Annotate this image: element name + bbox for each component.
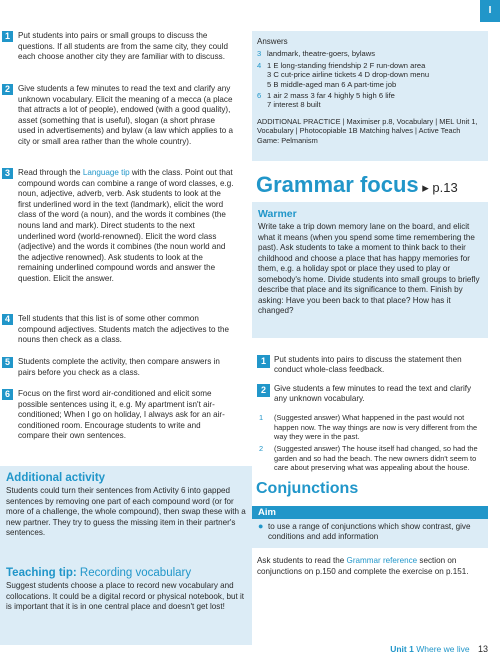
answer-text: 1 E long-standing friendship 2 F run-down area — [267, 60, 426, 70]
step-text: Put students into pairs or small groups to discuss the questions. If all students are from the same city, they could each choose another city they are familiar with to discuss. — [18, 31, 228, 62]
page-ref: ▸ p.13 — [418, 180, 458, 195]
answer-line: 7 interest 8 built — [267, 100, 321, 110]
suggested-number: 2 — [259, 444, 264, 453]
warmer-title: Warmer — [258, 208, 297, 220]
answers-title: Answers — [257, 37, 288, 46]
step-number: 2 — [2, 84, 13, 95]
final-instruction — [257, 556, 487, 577]
additional-activity-box — [0, 466, 252, 568]
conjunctions-heading: Conjunctions — [256, 480, 359, 497]
answer-line — [257, 91, 483, 100]
step-text — [18, 168, 234, 285]
box-title — [6, 567, 246, 579]
step-text-end: with the class. Point out that compound words can combine a range of word classes, e.g. noun, adjective, adverb, verb. Ask students to look at the first underlined word in the text (landmark), elicit the word class of the word (a noun), and the words it combines (the nouns land and mark). Direct students to the next underlined word (world-renowned). Elicit the word class (adjective) and the words it combines (the noun world and the adjective renowned). Ask students to look at the remaining underlined compound words and answer the question. Elicit the answer. — [18, 168, 234, 283]
answer-line: 3 C cut-price airline tickets 4 D drop-down menu — [267, 70, 430, 80]
page-footer — [390, 644, 488, 654]
step-text: Students complete the activity, then compare answers in pairs before you check as a class. — [18, 357, 220, 377]
step-number: 4 — [2, 314, 13, 325]
language-tip-link[interactable]: Language tip — [82, 168, 130, 177]
step-text: Put students into pairs to discuss the statement then conduct whole-class feedback. — [274, 355, 462, 375]
answers — [257, 37, 483, 146]
aim-title: Aim — [252, 506, 488, 519]
step-4 — [2, 314, 234, 346]
answer-line: 5 B middle-aged man 6 A part-time job — [267, 79, 397, 89]
footer-unit-title: Where we live — [416, 644, 470, 654]
step-text-start: Read through the — [18, 168, 83, 177]
suggested-text: (Suggested answer) What happened in the past would not happen now. The way things are now is very different from the way they were in the past. — [274, 413, 478, 442]
box-title: Additional activity — [6, 472, 106, 484]
page-ref-text: p.13 — [432, 180, 458, 195]
aim-text: to use a range of conjunctions which show contrast, give conditions and add information — [268, 522, 471, 541]
chapter-tab-marker: I — [480, 0, 500, 22]
warmer-text: Write take a trip down memory lane on the board, and elicit what it means (when you spend some time remembering the past). Ask students to take a moment to think back to their childhood and choose a place that has happy memories for them, e.g. a holiday spot or place they used to play or somebody's home. Divide students into small groups to briefly describe that place and its significance to them. Finish by asking: Have you been back to that place? How has it changed? — [258, 222, 480, 315]
warmer — [258, 208, 484, 317]
step-number: 1 — [2, 31, 13, 42]
box-title-prefix: Teaching tip: — [6, 567, 77, 579]
step-number: 5 — [2, 357, 13, 368]
section-title: Grammar focus — [256, 172, 419, 197]
suggested-answer-2 — [257, 444, 483, 473]
grammar-focus-heading — [256, 172, 458, 198]
step-text: Tell students that this list is of some other common compound adjectives. Students match the adjectives to the nouns then check as a class. — [18, 314, 230, 345]
box-title-rest: Recording vocabulary — [76, 567, 192, 579]
suggested-answer-1 — [257, 413, 483, 442]
final-text-end: section on conjunctions on p.150 and complete the exercise on p.151. — [257, 556, 469, 576]
teaching-tip-box — [0, 561, 252, 645]
step-6 — [2, 389, 234, 442]
answer-text: landmark, theatre-goers, bylaws — [267, 49, 376, 59]
box-text: Suggest students choose a place to record new vocabulary and collocations. It could be a digital record or physical notebook, but it is important that it is in one central place and doesn't get lost! — [6, 581, 245, 612]
answer-line — [257, 61, 483, 70]
aim-box — [252, 506, 488, 548]
step-number: 6 — [2, 389, 13, 400]
step-text: Give students a few minutes to read the text and clarify any unknown vocabulary. Elicit the meaning of a mecca (a place that attracts a lot of people), endowed (with a good quality), asset (something that is useful), slogan (a short phrase used in advertisements) and bylaw (a law which applies to a city or small area rather than the whole country). — [18, 84, 234, 146]
gf-step-1 — [257, 355, 485, 375]
final-text-start: Ask students to read the — [257, 556, 347, 565]
step-text: Give students a few minutes to read the text and clarify any unknown vocabulary. — [274, 384, 472, 404]
answer-number: 3 — [257, 49, 262, 59]
suggested-text: (Suggested answer) The house itself had changed, so had the garden and so had the beach. The new owners didn't seem to care about preserving what was appealing about the house. — [274, 444, 478, 473]
gf-step-2 — [257, 384, 485, 404]
page-number: 13 — [477, 644, 488, 654]
step-1 — [2, 31, 234, 63]
answer-line — [257, 49, 483, 58]
suggested-number: 1 — [259, 413, 264, 422]
grammar-reference-link[interactable]: Grammar reference — [346, 556, 418, 565]
step-3 — [2, 168, 234, 285]
step-number: 2 — [257, 384, 270, 397]
answer-number: 4 — [257, 60, 262, 70]
additional-practice: ADDITIONAL PRACTICE | Maximiser p.8, Vocabulary | MEL Unit 1, Vocabulary | Photocopiable 1B Matching halves | Active Teach Game: Pelmanism — [257, 116, 478, 146]
step-number: 3 — [2, 168, 13, 179]
answer-text: 1 air 2 mass 3 far 4 highly 5 high 6 life — [267, 91, 395, 101]
step-5 — [2, 357, 234, 378]
answer-number: 6 — [257, 91, 262, 101]
step-2 — [2, 84, 234, 148]
box-text: Students could turn their sentences from Activity 6 into gapped sentences by removing one part of each compound word (or for more of a challenge, the whole compound), then swap these with a new partner. They try to guess the missing item in their partner's sentences. — [6, 486, 246, 538]
aim-bullet — [252, 519, 488, 542]
step-number: 1 — [257, 355, 270, 368]
step-text: Focus on the first word air-conditioned and elicit some possible sentences using it, e.g. My apartment isn't air-conditioned; When I go on holiday, I always ask for an air-conditioned room. Encourage students to write and compare their own sentences. — [18, 389, 225, 441]
bullet-icon: ● — [258, 521, 264, 531]
footer-unit: Unit 1 — [390, 644, 414, 654]
